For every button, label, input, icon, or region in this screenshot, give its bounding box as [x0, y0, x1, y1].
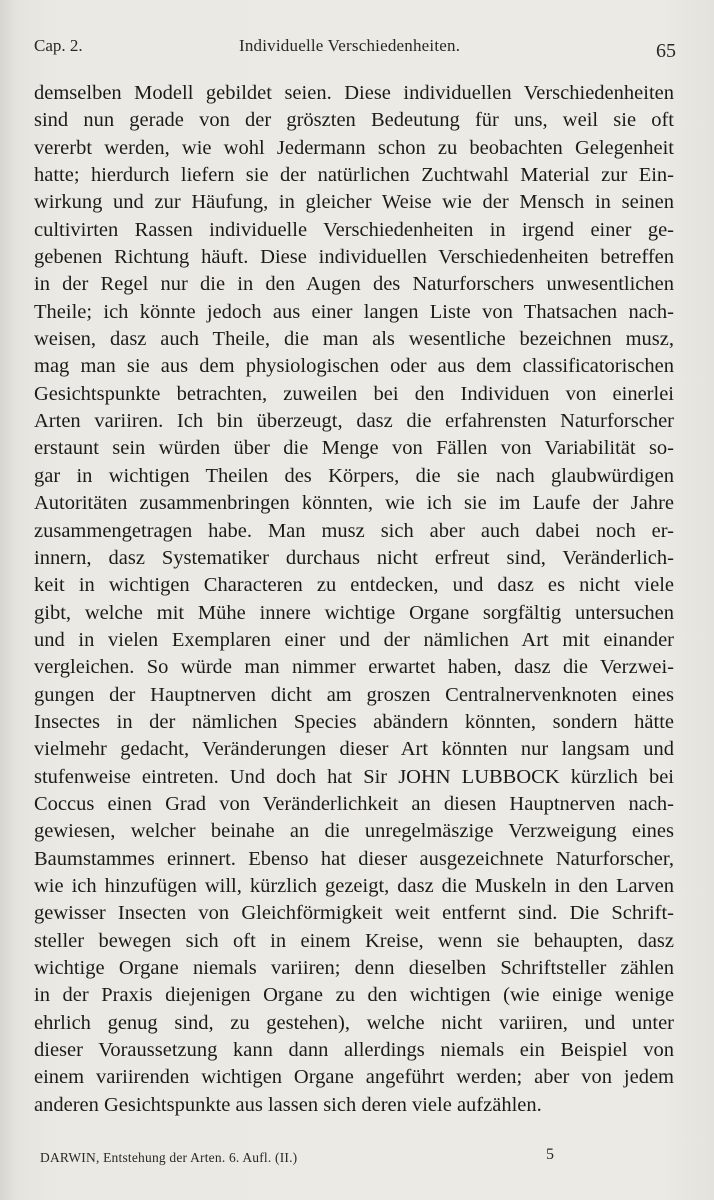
- text-line: und in vielen Exemplaren einer und der nämlichen Art mit einander: [34, 628, 674, 651]
- text-line: Arten variiren. Ich bin überzeugt, dasz die erfahrensten Naturforscher: [34, 410, 674, 433]
- text-line: gungen der Hauptnerven dicht am groszen Centralnervenknoten eines: [34, 683, 674, 706]
- text-line: dieser Voraussetzung kann dann allerdings niemals ein Beispiel von: [34, 1039, 674, 1062]
- text-line: gar in wichtigen Theilen des Körpers, die sie nach glaubwürdigen: [34, 464, 674, 487]
- text-line: erstaunt sein würden über die Menge von Fällen von Variabilität so-: [34, 437, 674, 460]
- text-line: keit in wichtigen Characteren zu entdecken, und dasz es nicht viele: [34, 574, 674, 597]
- text-line: Baumstammes erinnert. Ebenso hat dieser ausgezeichnete Naturforscher,: [34, 847, 674, 870]
- page-header: [34, 34, 680, 64]
- text-line: weisen, dasz auch Theile, die man als wesentliche bezeichnen musz,: [34, 328, 674, 351]
- text-line: innern, dasz Systematiker durchaus nicht erfreut sind, Veränderlich-: [34, 546, 674, 569]
- text-line: anderen Gesichtspunkte aus lassen sich deren viele aufzählen.: [34, 1093, 542, 1116]
- text-line: zusammengetragen habe. Man musz sich aber auch dabei noch er-: [34, 519, 674, 542]
- text-line: demselben Modell gebildet seien. Diese individuellen Verschiedenheiten: [34, 82, 674, 104]
- text-line: vielmehr gedacht, Veränderungen dieser Art könnten nur langsam und: [34, 738, 674, 761]
- running-title: Individuelle Verschiedenheiten.: [239, 36, 461, 55]
- text-line: steller bewegen sich oft in einem Kreise, wenn sie behaupten, dasz: [34, 929, 674, 952]
- text-line: wirkung und zur Häufung, in gleicher Weise wie der Mensch in seinen: [34, 191, 674, 214]
- text-line: Theile; ich könnte jedoch aus einer langen Liste von Thatsachen nach-: [34, 300, 674, 323]
- text-line: in der Praxis diejenigen Organe zu den wichtigen (wie einige wenige: [34, 984, 674, 1007]
- footer-source: DARWIN, Entstehung der Arten. 6. Aufl. (II.): [40, 1150, 298, 1165]
- text-line: wichtige Organe niemals variiren; denn dieselben Schriftsteller zählen: [34, 957, 674, 979]
- text-line: gebenen Richtung häuft. Diese individuellen Verschiedenheiten betreffen: [34, 246, 674, 269]
- text-line: einem variirenden wichtigen Organe angeführt werden; aber von jedem: [34, 1066, 674, 1089]
- text-line: mag man sie aus dem physiologischen oder aus dem classificatorischen: [34, 355, 674, 378]
- text-line: in der Regel nur die in den Augen des Naturforschers unwesentlichen: [34, 273, 674, 296]
- text-line: Autoritäten zusammenbringen könnten, wie ich sie im Laufe der Jahre: [34, 492, 674, 515]
- page-number: 65: [656, 40, 676, 62]
- body-text: [34, 80, 674, 1119]
- text-line: gewisser Insecten von Gleichförmigkeit weit entfernt sind. Die Schrift-: [34, 902, 674, 925]
- text-line: Insectes in der nämlichen Species abändern könnten, sondern hätte: [34, 710, 674, 733]
- text-line: cultivirten Rassen individuelle Verschiedenheiten in irgend einer ge-: [34, 218, 674, 241]
- text-line: gewiesen, welcher beinahe an die unregelmäszige Verzweigung eines: [34, 820, 674, 843]
- text-line: stufenweise eintreten. Und doch hat Sir JOHN LUBBOCK kürzlich bei: [34, 765, 674, 788]
- text-line: Gesichtspunkte betrachten, zuweilen bei den Individuen von einerlei: [34, 382, 674, 405]
- chapter-label: Cap. 2.: [34, 36, 83, 55]
- text-line: sind nun gerade von der gröszten Bedeutung für uns, weil sie oft: [34, 109, 674, 132]
- signature-mark: 5: [546, 1146, 554, 1163]
- text-line: Coccus einen Grad von Veränderlichkeit an diesen Hauptnerven nach-: [34, 792, 674, 815]
- text-line: wie ich hinzufügen will, kürzlich gezeigt, dasz die Muskeln in den Larven: [34, 874, 674, 897]
- text-line: gibt, welche mit Mühe innere wichtige Organe sorgfältig untersuchen: [34, 601, 674, 624]
- page-footer: [40, 1146, 660, 1170]
- text-line: vergleichen. So würde man nimmer erwartet haben, dasz die Verzwei-: [34, 656, 674, 679]
- text-line: vererbt werden, wie wohl Jedermann schon zu beobachten Gelegenheit: [34, 136, 674, 159]
- text-line: ehrlich genug sind, zu gestehen), welche nicht variiren, und unter: [34, 1011, 674, 1034]
- text-line: hatte; hierdurch liefern sie der natürlichen Zuchtwahl Material zur Ein-: [34, 164, 674, 187]
